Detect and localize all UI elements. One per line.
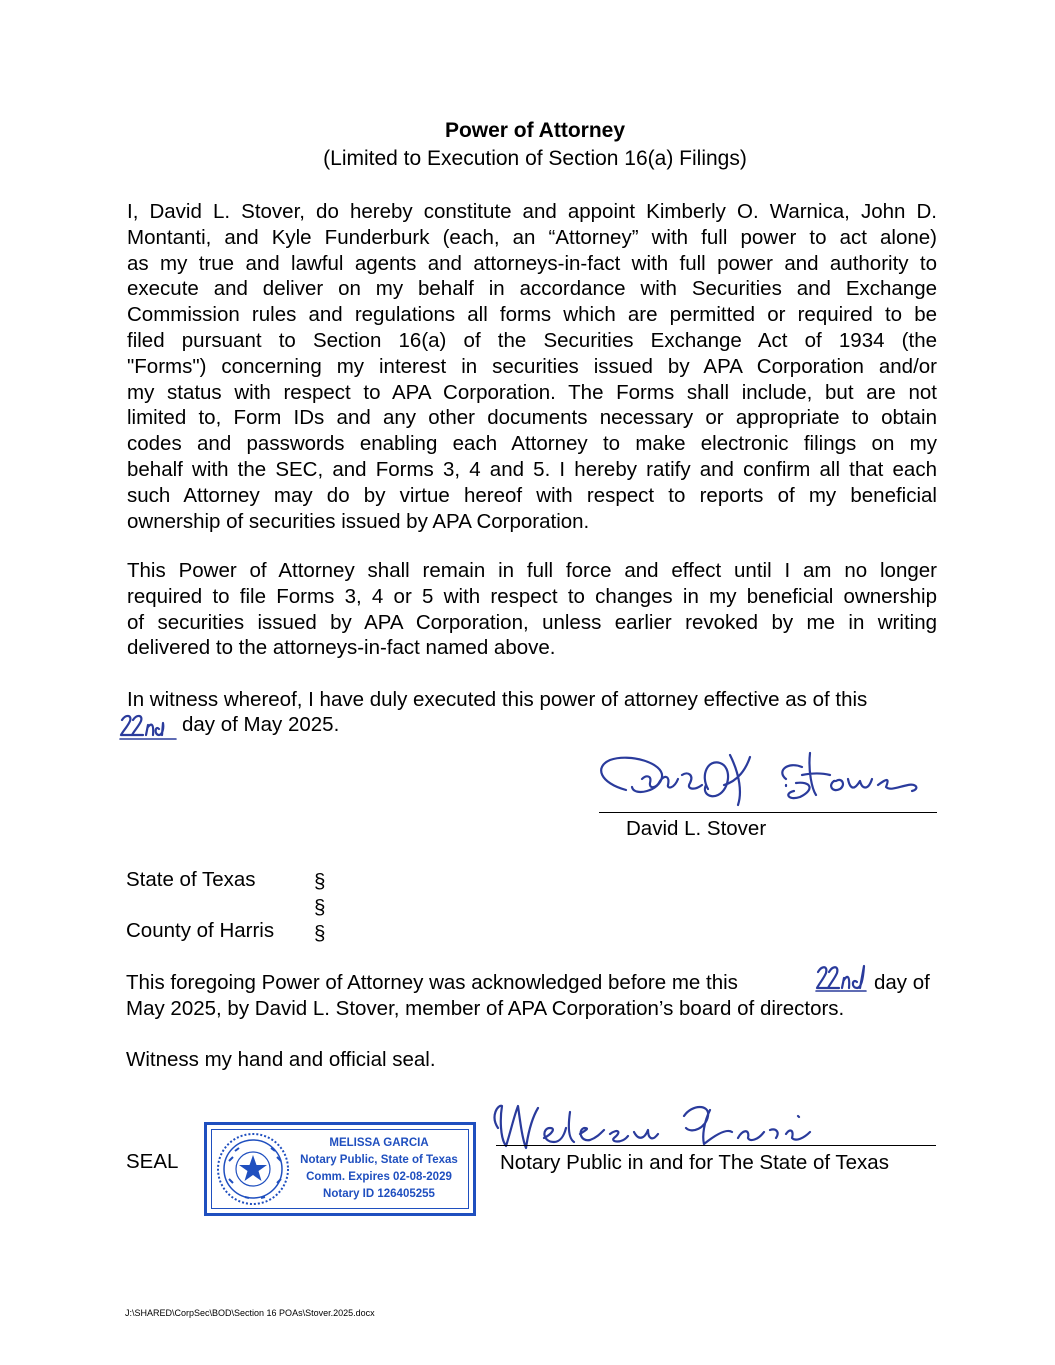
venue-county: County of Harris [126,919,275,942]
paragraph-line: required to file Forms 3, 4 or 5 with respect to changes in my beneficial ownership [127,584,937,608]
venue-state: State of Texas [126,868,256,891]
paragraph-line: Montanti, and Kyle Funderburk (each, an “Attorney” with full power to act alone) [127,225,937,249]
witness-hand-text: Witness my hand and official seal. [126,1048,436,1071]
notary-seal-name: MELISSA GARCIA [329,1137,429,1149]
section-symbol: § [314,896,326,919]
acknowledgment-text-end: day of [874,971,930,994]
notary-seal-star-icon [215,1131,291,1207]
david-stover-signature [590,745,935,815]
acknowledgment-line2: May 2025, by David L. Stover, member of APA Corporation’s board of directors. [126,997,845,1020]
paragraph-line: such Attorney may do by virtue hereof with respect to reports of my beneficial [127,483,937,507]
paragraph-line: "Forms") concerning my interest in securities issued by APA Corporation and/or [127,354,937,378]
handwritten-ack-day-22nd [814,962,872,994]
paragraph-line: filed pursuant to Section 16(a) of the Securities Exchange Act of 1934 (the [127,328,937,352]
witness-line: In witness whereof, I have duly executed this power of attorney effective as of this [127,688,868,711]
file-path-footer: J:\SHARED\CorpSec\BOD\Section 16 POAs\Stover.2025.docx [125,1308,375,1318]
paragraph-line: This Power of Attorney shall remain in full force and effect until I am no longer [127,559,937,582]
acknowledgment-text: This foregoing Power of Attorney was acknowledged before me this [126,971,738,994]
notary-signature-line [496,1145,936,1146]
seal-label: SEAL [126,1150,179,1173]
handwritten-day-22nd [118,711,178,741]
section-symbol: § [314,922,326,945]
document-subtitle: (Limited to Execution of Section 16(a) Filings) [323,147,747,170]
notary-seal-id: Notary ID 126405255 [323,1188,435,1200]
document-title: Power of Attorney [444,119,626,142]
paragraph-line: limited to, Form IDs and any other documents necessary or appropriate to obtain [127,406,937,430]
witness-line-rest: day of May 2025. [182,713,340,736]
paragraph-line: Commission rules and regulations all forms which are permitted or required to be [127,303,937,327]
notary-seal-line: Notary Public, State of Texas [300,1154,458,1166]
signatory-name: David L. Stover [626,817,767,840]
section-symbol: § [314,870,326,893]
paragraph-line: as my true and lawful agents and attorneys-in-fact with full power and authority to [127,251,937,275]
paragraph-line: behalf with the SEC, and Forms 3, 4 and 5. I hereby ratify and confirm all that each [127,457,937,481]
paragraph-line: execute and deliver on my behalf in accordance with Securities and Exchange [127,277,937,301]
notary-caption: Notary Public in and for The State of Texas [500,1151,889,1174]
notary-seal-expiry: Comm. Expires 02-08-2029 [306,1171,452,1183]
paragraph-line: delivered to the attorneys-in-fact named above. [127,636,556,660]
notary-stamp [204,1122,476,1216]
principal-signature-line [599,812,937,813]
paragraph-line: I, David L. Stover, do hereby constitute and appoint Kimberly O. Warnica, John D. [127,200,937,223]
paragraph-line: of securities issued by APA Corporation, unless earlier revoked by me in writing [127,610,937,634]
paragraph-line: ownership of securities issued by APA Corporation. [127,509,590,533]
paragraph-line: my status with respect to APA Corporation. The Forms shall include, but are not [127,380,937,404]
paragraph-line: codes and passwords enabling each Attorney to make electronic filings on my [127,432,937,456]
duration-paragraph [127,558,937,661]
appointment-paragraph [127,199,937,534]
witness-clause [127,687,937,713]
